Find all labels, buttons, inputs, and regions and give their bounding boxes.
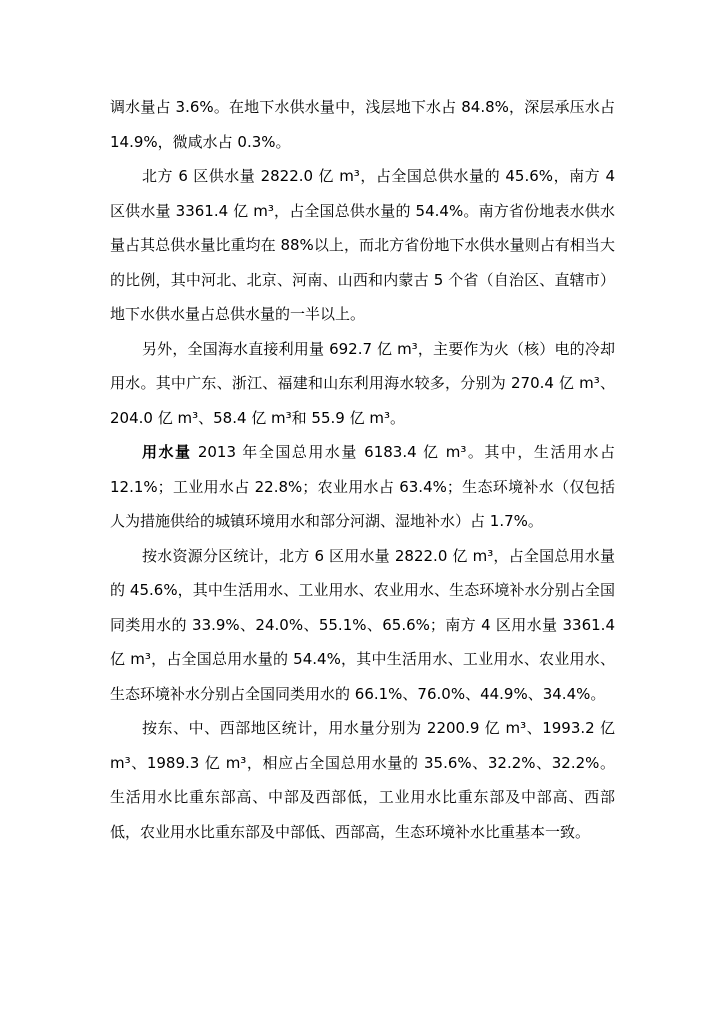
paragraph-5: 按水资源分区统计，北方 6 区用水量 2822.0 亿 m³，占全国总用水量的 45.6%，其中生活用水、工业用水、农业用水、生态环境补水分别占全国同类用水的 33.9%、24.0%、55.1%、65.6%；南方 4 区用水量 3361.4 亿 m³，占全国总用水量的 54.4%，其中生活用水、工业用水、农业用水、生态环境补水分别占全国同类用水的 66.1%、76.0%、44.9%、34.4%。 bbox=[110, 546, 615, 703]
paragraph-3: 另外，全国海水直接利用量 692.7 亿 m³，主要作为火（核）电的冷却用水。其中广东、浙江、福建和山东利用海水较多，分别为 270.4 亿 m³、204.0 亿 m³、58.4 亿 m³和 55.9 亿 m³。 bbox=[110, 339, 615, 427]
paragraph-6: 按东、中、西部地区统计，用水量分别为 2200.9 亿 m³、1993.2 亿 m³、1989.3 亿 m³，相应占全国总用水量的 35.6%、32.2%、32.2%。生活用水比重东部高、中部及西部低，工业用水比重东部及中部高、西部低，农业用水比重东部及中部低、西部高，生态环境补水比重基本一致。 bbox=[110, 719, 615, 841]
paragraph-4 bbox=[110, 435, 615, 539]
paragraph-2: 北方 6 区供水量 2822.0 亿 m³，占全国总供水量的 45.6%，南方 4 区供水量 3361.4 亿 m³，占全国总供水量的 54.4%。南方省份地表水供水量占其总供水量比重均在 88%以上，而北方省份地下水供水量则占有相当大的比例，其中河北、北京、河南、山西和内蒙古 5 个省（自治区、直辖市）地下水供水量占总供水量的一半以上。 bbox=[110, 167, 615, 323]
document-page bbox=[110, 90, 615, 849]
paragraph-1: 调水量占 3.6%。在地下水供水量中，浅层地下水占 84.8%，深层承压水占 14.9%，微咸水占 0.3%。 bbox=[110, 98, 615, 151]
paragraph-4-body: 2013 年全国总用水量 6183.4 亿 m³。其中，生活用水占 12.1%；工业用水占 22.8%；农业用水占 63.4%；生态环境补水（仅包括人为措施供给的城镇环境用水和部分河湖、湿地补水）占 1.7%。 bbox=[110, 443, 615, 530]
section-heading-water-use: 用水量 bbox=[142, 443, 192, 461]
